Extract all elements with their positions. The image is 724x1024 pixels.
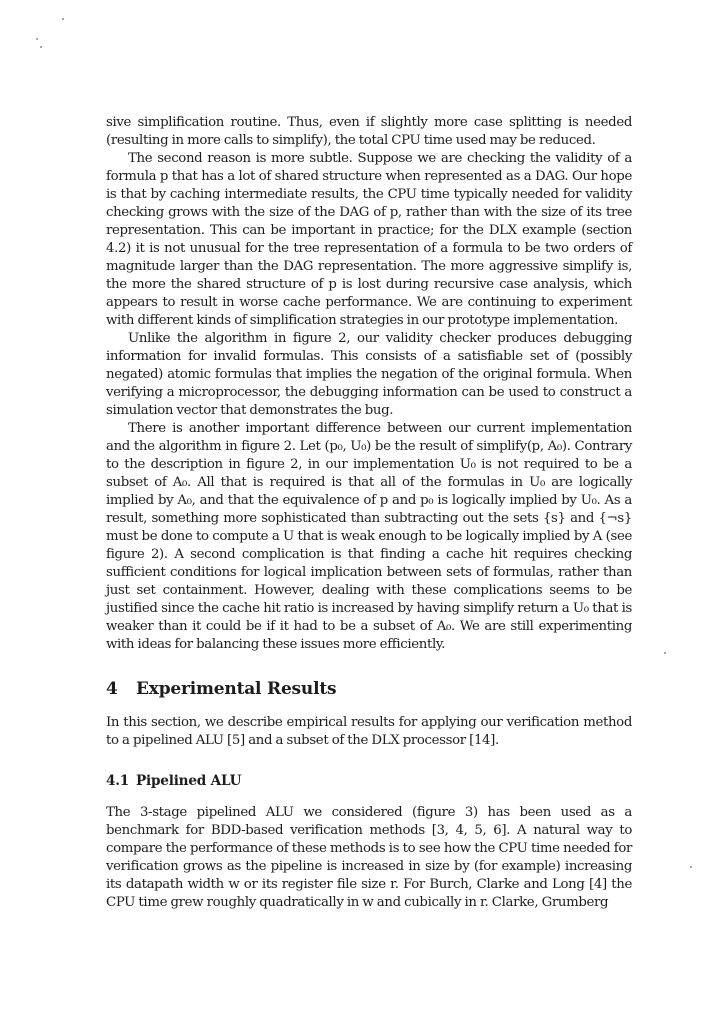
paragraph-4: There is another important difference between our current implementation and the algorithm in figure 2. Let (p₀, U₀) be the result of simplify(p, A₀). Contrary to the description in figure 2, in our implementation U₀ is not required to be a subset of A₀. All that is required is that all of the formulas in U₀ are logically implied by A₀, and that the equivalence of p and p₀ is logically implied by U₀. As a result, something more sophisticated than subtracting out the sets {s} and {¬s} must be done to compute a U that is weak enough to be logically implied by A (see figure 2). A second complication is that finding a cache hit requires checking sufficient conditions for logical implication between sets of formulas, rather than just set containment. However, dealing with these complications seems to be justified since the cache hit ratio is increased by having simplify return a U₀ that is weaker than it could be if it had to be a subset of A₀. We are still experimenting with ideas for balancing these issues more efficiently. xyxy=(106,421,632,652)
scan-speck xyxy=(664,652,666,654)
subsection-title: Pipelined ALU xyxy=(136,773,242,789)
paragraph-2: The second reason is more subtle. Suppose we are checking the validity of a formula p that has a lot of shared structure when represented as a DAG. Our hope is that by caching intermediate results, the CPU time typically needed for validity checking grows with the size of the DAG of p, rather than with the size of its tree representation. This can be important in practice; for the DLX example (section 4.2) it is not unusual for the tree representation of a formula to be two orders of magnitude larger than the DAG representation. The more aggressive simplify is, the more the shared structure of p is lost during recursive case analysis, which appears to result in worse cache performance. We are continuing to experiment with different kinds of simplification strategies in our prototype implementation. xyxy=(106,151,632,328)
subsection-heading xyxy=(106,772,632,790)
scan-speck xyxy=(40,46,42,48)
scan-speck xyxy=(62,18,64,20)
scan-speck xyxy=(690,866,692,868)
section-intro: In this section, we describe empirical results for applying our verification method to a pipelined ALU [5] and a subset of the DLX processor [14]. xyxy=(106,715,632,748)
subsection-paragraph: The 3-stage pipelined ALU we considered (figure 3) has been used as a benchmark for BDD-based verification methods [3, 4, 5, 6]. A natural way to compare the performance of these methods is to see how the CPU time needed for verification grows as the pipeline is increased in size by (for example) increasing its datapath width w or its register file size r. For Burch, Clarke and Long [4] the CPU time grew roughly quadratically in w and cubically in r. Clarke, Grumberg xyxy=(106,805,632,910)
paper-page xyxy=(106,114,632,912)
paragraph-1: sive simplification routine. Thus, even if slightly more case splitting is needed (resulting in more calls to simplify), the total CPU time used may be reduced. xyxy=(106,115,632,148)
section-title: Experimental Results xyxy=(136,679,337,699)
scan-speck xyxy=(36,38,38,40)
section-number: 4 xyxy=(106,679,118,699)
paragraph-3: Unlike the algorithm in figure 2, our validity checker produces debugging information for invalid formulas. This consists of a satisfiable set of (possibly negated) atomic formulas that implies the negation of the original formula. When verifying a microprocessor, the debugging information can be used to construct a simulation vector that demonstrates the bug. xyxy=(106,331,632,418)
section-heading xyxy=(106,678,632,700)
subsection-number: 4.1 xyxy=(106,773,130,789)
